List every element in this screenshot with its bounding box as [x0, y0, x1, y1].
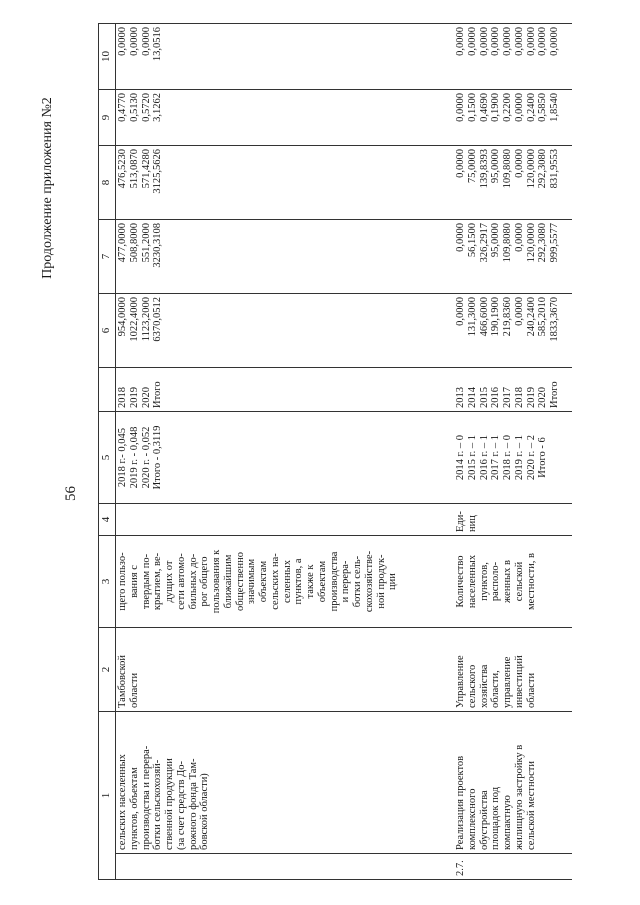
cell-local-budget [116, 90, 401, 146]
cell-line: 95,0000 [490, 149, 502, 184]
cell-line: крытием, ве- [152, 552, 164, 611]
cell-line: располо- [490, 561, 502, 602]
cell-line: рог общего [199, 556, 211, 607]
cell-line: 0,0000 [513, 297, 525, 326]
cell-line: 1123,2000 [140, 297, 152, 342]
cell-line: сети автомо- [175, 553, 187, 610]
cell-line: 508,8000 [128, 223, 140, 263]
cell-line: компактную [502, 795, 513, 850]
col-header-10: 10 [99, 24, 116, 90]
cell-line: 2015 г. – 1 [466, 434, 478, 481]
cell-line: 190,1900 [490, 297, 502, 337]
cell-line: 2016 г. – 1 [478, 434, 490, 481]
page-number: 56 [63, 486, 79, 501]
cell-extra-budget [454, 24, 562, 90]
cell-line: 2018 [117, 387, 128, 408]
continuation-label: Продолжение приложения №2 [40, 97, 55, 279]
cell-values-by-year [116, 412, 401, 504]
cell-line: хозяйства [478, 664, 490, 708]
cell-line: женных в [502, 560, 513, 603]
cell-line: Количество [455, 555, 466, 608]
cell-line: 2018 г. – 0 [502, 434, 513, 481]
cell-line: 3230,3108 [152, 223, 164, 268]
col-header-year [99, 368, 116, 412]
cell-line: 1,8540 [549, 93, 560, 122]
cell-line: 0,0000 [455, 93, 466, 122]
cell-line: ниц [466, 515, 478, 532]
cell-number [116, 854, 401, 880]
cell-line: 2019 [128, 387, 140, 408]
cell-line: 0,2400 [525, 93, 537, 122]
cell-line: 0,0000 [549, 27, 560, 56]
cell-line: 2019 [525, 387, 537, 408]
cell-line: значимым [246, 558, 258, 605]
cell-line: сельской [513, 561, 525, 602]
cell-regional-budget [454, 146, 562, 220]
header-row [99, 24, 116, 880]
cell-line: 2020 [140, 387, 152, 408]
col-header-1: 1 [99, 712, 116, 880]
cell-line: Итого [549, 381, 560, 408]
cell-line: 0,0000 [513, 223, 525, 252]
cell-line: 2019 г. – 1 [513, 434, 525, 481]
cell-line: 131,3000 [466, 297, 478, 337]
cell-line: бильных до- [187, 553, 199, 610]
cell-line: рожного фонда Там- [187, 758, 199, 850]
cell-line: 1833,3670 [549, 297, 560, 342]
cell-line: 2020 г. – 2 [525, 434, 537, 481]
cell-line: 477,0000 [117, 223, 128, 263]
cell-line: Еди- [455, 511, 466, 532]
cell-line: пунктов, а [293, 558, 305, 605]
cell-line: твердым по- [140, 553, 152, 610]
cell-line: 0,5850 [537, 93, 549, 122]
cell-text: 2.7. [455, 860, 466, 876]
cell-line: 3125,5626 [152, 149, 164, 194]
table-bottom-border [562, 24, 572, 880]
cell-line: 954,0000 [117, 297, 128, 337]
cell-line: селенных [281, 560, 293, 603]
cell-line: местности, в [525, 552, 537, 611]
cell-line: 0,0000 [513, 93, 525, 122]
cell-regional-budget [116, 146, 401, 220]
cell-line: Управление [455, 655, 466, 708]
cell-line: 0,2200 [502, 93, 513, 122]
cell-line: Тамбовской [117, 654, 128, 708]
cell-line: объектам [258, 560, 269, 603]
cell-line: 326,2917 [478, 223, 490, 263]
cell-line: также к [305, 564, 316, 599]
cell-responsible [454, 628, 562, 712]
cell-line: 0,0000 [525, 27, 537, 56]
cell-line: ственной продукции [164, 758, 175, 850]
cell-line: области [525, 672, 537, 708]
cell-line: комплексного [466, 788, 478, 850]
cell-line: 2020 [537, 387, 549, 408]
cell-line: 75,0000 [466, 149, 478, 184]
cell-federal-budget [116, 220, 401, 294]
cell-line: 0,5720 [140, 93, 152, 122]
cell-line: 2014 г. – 0 [455, 434, 466, 481]
cell-total-funding [454, 294, 562, 368]
cell-line: 0,0000 [513, 149, 525, 178]
cell-name [454, 712, 562, 854]
cell-line: 0,0000 [466, 27, 478, 56]
col-header-4: 4 [99, 504, 116, 536]
cell-line: 1022,4000 [128, 297, 140, 342]
cell-line: 999,5577 [549, 223, 560, 263]
cell-line: площадок под [490, 786, 502, 850]
cell-line: (за счет средств До- [175, 760, 187, 850]
col-header-2: 2 [99, 628, 116, 712]
cell-federal-budget [454, 220, 562, 294]
cell-line: производства и перера- [140, 745, 152, 850]
cell-line: 2018 [513, 387, 525, 408]
cell-line: Реализация проектов [455, 755, 466, 850]
cell-line: 2016 [490, 387, 502, 408]
cell-line: ботки сель- [352, 555, 363, 608]
cell-line: области, [490, 670, 502, 708]
cell-line: 0,0000 [455, 297, 466, 326]
cell-line: 0,0000 [455, 223, 466, 252]
row-spacer [400, 24, 454, 880]
cell-line: 0,4770 [117, 93, 128, 122]
cell-line: 0,0000 [502, 27, 513, 56]
cell-number [454, 854, 562, 880]
program-table [98, 23, 572, 880]
cell-line: 13,0516 [152, 27, 164, 62]
col-header-7: 7 [99, 220, 116, 294]
cell-line: населенных [466, 554, 478, 609]
cell-indicator [116, 536, 401, 628]
cell-line: 0,0000 [455, 149, 466, 178]
cell-line: сельских населенных [117, 754, 128, 850]
col-header-3: 3 [99, 536, 116, 628]
cell-line: 56,1500 [466, 223, 478, 258]
cell-name [116, 712, 401, 854]
rotated-table-sheet [98, 24, 598, 880]
col-header-5: 5 [99, 412, 116, 504]
cell-line: 3,1262 [152, 93, 164, 122]
cell-line: 2017 г. – 1 [490, 434, 502, 481]
cell-line: 2018 г.- 0,045 [117, 427, 128, 488]
cell-line: 0,0000 [128, 27, 140, 56]
cell-line: 0,0000 [140, 27, 152, 56]
cell-line: 6370,0512 [152, 297, 164, 342]
cell-line: производства [328, 551, 340, 612]
cell-line: общественно [234, 552, 246, 611]
col-header-9: 9 [99, 90, 116, 146]
cell-line: 0,1500 [466, 93, 478, 122]
cell-line: 513,0870 [128, 149, 140, 189]
cell-line: пользования к [211, 549, 222, 614]
cell-line: 292,3080 [537, 149, 549, 189]
cell-line: 2020 г. - 0,052 [140, 426, 152, 489]
cell-line: 219,8360 [502, 297, 513, 337]
cell-line: сельской местности [525, 760, 537, 850]
cell-line: бовской области) [199, 773, 211, 850]
cell-line: 0,0000 [117, 27, 128, 56]
cell-year [454, 368, 562, 412]
cell-line: ции [387, 573, 399, 590]
cell-line: вания с [128, 565, 140, 598]
cell-line: щего пользо- [117, 552, 128, 611]
cell-unit [116, 504, 401, 536]
table-row [454, 24, 562, 880]
cell-line: объектам [316, 560, 328, 603]
cell-line: 2017 [502, 387, 513, 408]
cell-year [116, 368, 401, 412]
cell-line: 0,4690 [478, 93, 490, 122]
cell-line: 0,1900 [490, 93, 502, 122]
cell-line: управление [502, 656, 513, 708]
cell-line: обустройства [478, 790, 490, 850]
cell-line: 139,8393 [478, 149, 490, 189]
cell-line: ной продук- [375, 554, 387, 609]
cell-line: 0,0000 [537, 27, 549, 56]
cell-line: 0,0000 [478, 27, 490, 56]
cell-line: ботки сельскохозяй- [152, 759, 164, 850]
cell-extra-budget [116, 24, 401, 90]
cell-line: 476,5230 [117, 149, 128, 189]
col-header-6: 6 [99, 294, 116, 368]
cell-line: 2019 г. - 0,048 [128, 426, 140, 489]
cell-line: 571,4280 [140, 149, 152, 189]
cell-line: 0,0000 [490, 27, 502, 56]
cell-indicator [454, 536, 562, 628]
cell-line: 551,2000 [140, 223, 152, 263]
cell-line: области [128, 672, 140, 708]
cell-line: дущих от [164, 560, 175, 603]
cell-line: 109,8080 [502, 223, 513, 263]
cell-line: 0,0000 [513, 27, 525, 56]
cell-line: ближайшим [222, 554, 234, 609]
cell-line: 466,6000 [478, 297, 490, 337]
cell-line: 831,9553 [549, 149, 560, 189]
table-row [116, 24, 401, 880]
cell-line: 2015 [478, 387, 490, 408]
cell-local-budget [454, 90, 562, 146]
cell-line: пунктов, [478, 562, 490, 601]
cell-line: 585,2010 [537, 297, 549, 337]
cell-line: 292,3080 [537, 223, 549, 263]
cell-line: 240,2400 [525, 297, 537, 337]
cell-total-funding [116, 294, 401, 368]
cell-line: 2013 [455, 387, 466, 408]
col-header-8: 8 [99, 146, 116, 220]
cell-line: 109,8080 [502, 149, 513, 189]
cell-line: 95,0000 [490, 223, 502, 258]
cell-line: Итого - 6 [537, 437, 549, 478]
cell-line: 0,0000 [455, 27, 466, 56]
cell-line: сельских на- [269, 553, 281, 610]
cell-line: жилищную застройку в [513, 744, 525, 850]
cell-line: 2014 [466, 387, 478, 408]
cell-line: Итого [152, 381, 164, 408]
cell-line: 0,5130 [128, 93, 140, 122]
cell-line: 120,0000 [525, 223, 537, 263]
cell-values-by-year [454, 412, 562, 504]
cell-line: пунктов, объектам [128, 767, 140, 850]
cell-line: инвестиций [513, 655, 525, 708]
cell-line: и перера- [340, 560, 352, 603]
cell-unit [454, 504, 562, 536]
cell-line: скохозяйстве- [363, 550, 375, 613]
cell-line: 120,0000 [525, 149, 537, 189]
cell-line: сельского [466, 664, 478, 708]
cell-responsible [116, 628, 401, 712]
cell-line: Итого - 0,3119 [152, 425, 164, 490]
